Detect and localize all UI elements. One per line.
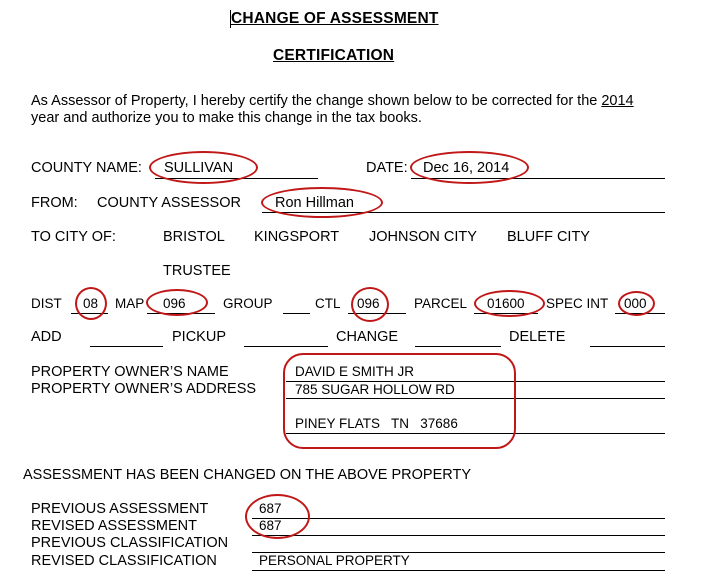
previous-classification-label: PREVIOUS CLASSIFICATION <box>31 535 229 551</box>
group-label: GROUP <box>223 296 273 311</box>
county-name-annotation <box>149 151 258 184</box>
dist-label: DIST <box>31 296 62 311</box>
date-annotation <box>410 151 529 184</box>
assessor-name-value[interactable]: Ron Hillman <box>275 195 354 211</box>
city-option-bluff-city[interactable]: BLUFF CITY <box>507 229 590 245</box>
map-value[interactable]: 096 <box>163 296 186 311</box>
dist-annotation <box>75 287 107 320</box>
owner-annotation <box>283 353 516 449</box>
date-label: DATE: <box>366 160 408 176</box>
revised-classification-value[interactable]: PERSONAL PROPERTY <box>259 553 410 568</box>
ctl-value[interactable]: 096 <box>357 296 380 311</box>
city-option-trustee[interactable]: TRUSTEE <box>163 263 231 279</box>
to-city-label: TO CITY OF: <box>31 229 116 245</box>
add-label: ADD <box>31 329 62 345</box>
parcel-label: PARCEL <box>414 296 468 311</box>
owner-address-2-value[interactable]: PINEY FLATS TN 37686 <box>295 416 458 431</box>
owner-address-1-value[interactable]: 785 SUGAR HOLLOW RD <box>295 382 455 397</box>
revised-classification-label: REVISED CLASSIFICATION <box>31 553 217 569</box>
spec-int-annotation <box>618 291 655 316</box>
revised-assessment-line <box>252 535 665 536</box>
document-title: CHANGE OF ASSESSMENT <box>231 10 439 27</box>
assessment-heading: ASSESSMENT HAS BEEN CHANGED ON THE ABOVE PROPERTY <box>23 467 472 483</box>
document-subtitle: CERTIFICATION <box>273 47 395 64</box>
group-line <box>283 313 310 314</box>
assessor-name-annotation <box>261 187 383 218</box>
revised-assessment-value[interactable]: 687 <box>259 518 282 533</box>
delete-label: DELETE <box>509 329 566 345</box>
delete-line[interactable] <box>590 346 665 347</box>
from-assessor-label: COUNTY ASSESSOR <box>97 195 241 211</box>
spec-int-label: SPEC INT <box>546 296 609 311</box>
revised-assessment-label: REVISED ASSESSMENT <box>31 518 197 534</box>
previous-assessment-value[interactable]: 687 <box>259 501 282 516</box>
certification-text: As Assessor of Property, I hereby certify the change shown below to be corrected for the <box>31 93 602 109</box>
ctl-label: CTL <box>315 296 341 311</box>
from-label: FROM: <box>31 195 78 211</box>
previous-assessment-label: PREVIOUS ASSESSMENT <box>31 501 209 517</box>
certification-line-2: year and authorize you to make this change in the tax books. <box>31 110 422 126</box>
assessment-annotation <box>245 494 310 539</box>
parcel-annotation <box>474 290 545 317</box>
map-label: MAP <box>115 296 145 311</box>
map-annotation <box>146 289 208 316</box>
spec-int-value[interactable]: 000 <box>624 296 647 311</box>
change-label: CHANGE <box>336 329 399 345</box>
revised-classification-line <box>252 570 665 571</box>
certification-line-1 <box>31 93 634 109</box>
previous-assessment-line <box>252 518 665 519</box>
city-option-kingsport[interactable]: KINGSPORT <box>254 229 340 245</box>
county-name-label: COUNTY NAME: <box>31 160 142 176</box>
parcel-value[interactable]: 01600 <box>487 296 525 311</box>
county-name-value[interactable]: SULLIVAN <box>164 160 234 176</box>
owner-address-label: PROPERTY OWNER’S ADDRESS <box>31 381 257 397</box>
city-option-johnson-city[interactable]: JOHNSON CITY <box>369 229 477 245</box>
dist-value[interactable]: 08 <box>83 296 99 311</box>
ctl-annotation <box>351 287 389 322</box>
owner-name-label: PROPERTY OWNER’S NAME <box>31 364 229 380</box>
pickup-label: PICKUP <box>172 329 226 345</box>
date-value[interactable]: Dec 16, 2014 <box>423 160 510 176</box>
change-line[interactable] <box>415 346 501 347</box>
add-line[interactable] <box>90 346 163 347</box>
pickup-line[interactable] <box>244 346 328 347</box>
certification-year: 2014 <box>601 93 634 109</box>
owner-name-value[interactable]: DAVID E SMITH JR <box>295 364 415 379</box>
city-option-bristol[interactable]: BRISTOL <box>163 229 225 245</box>
